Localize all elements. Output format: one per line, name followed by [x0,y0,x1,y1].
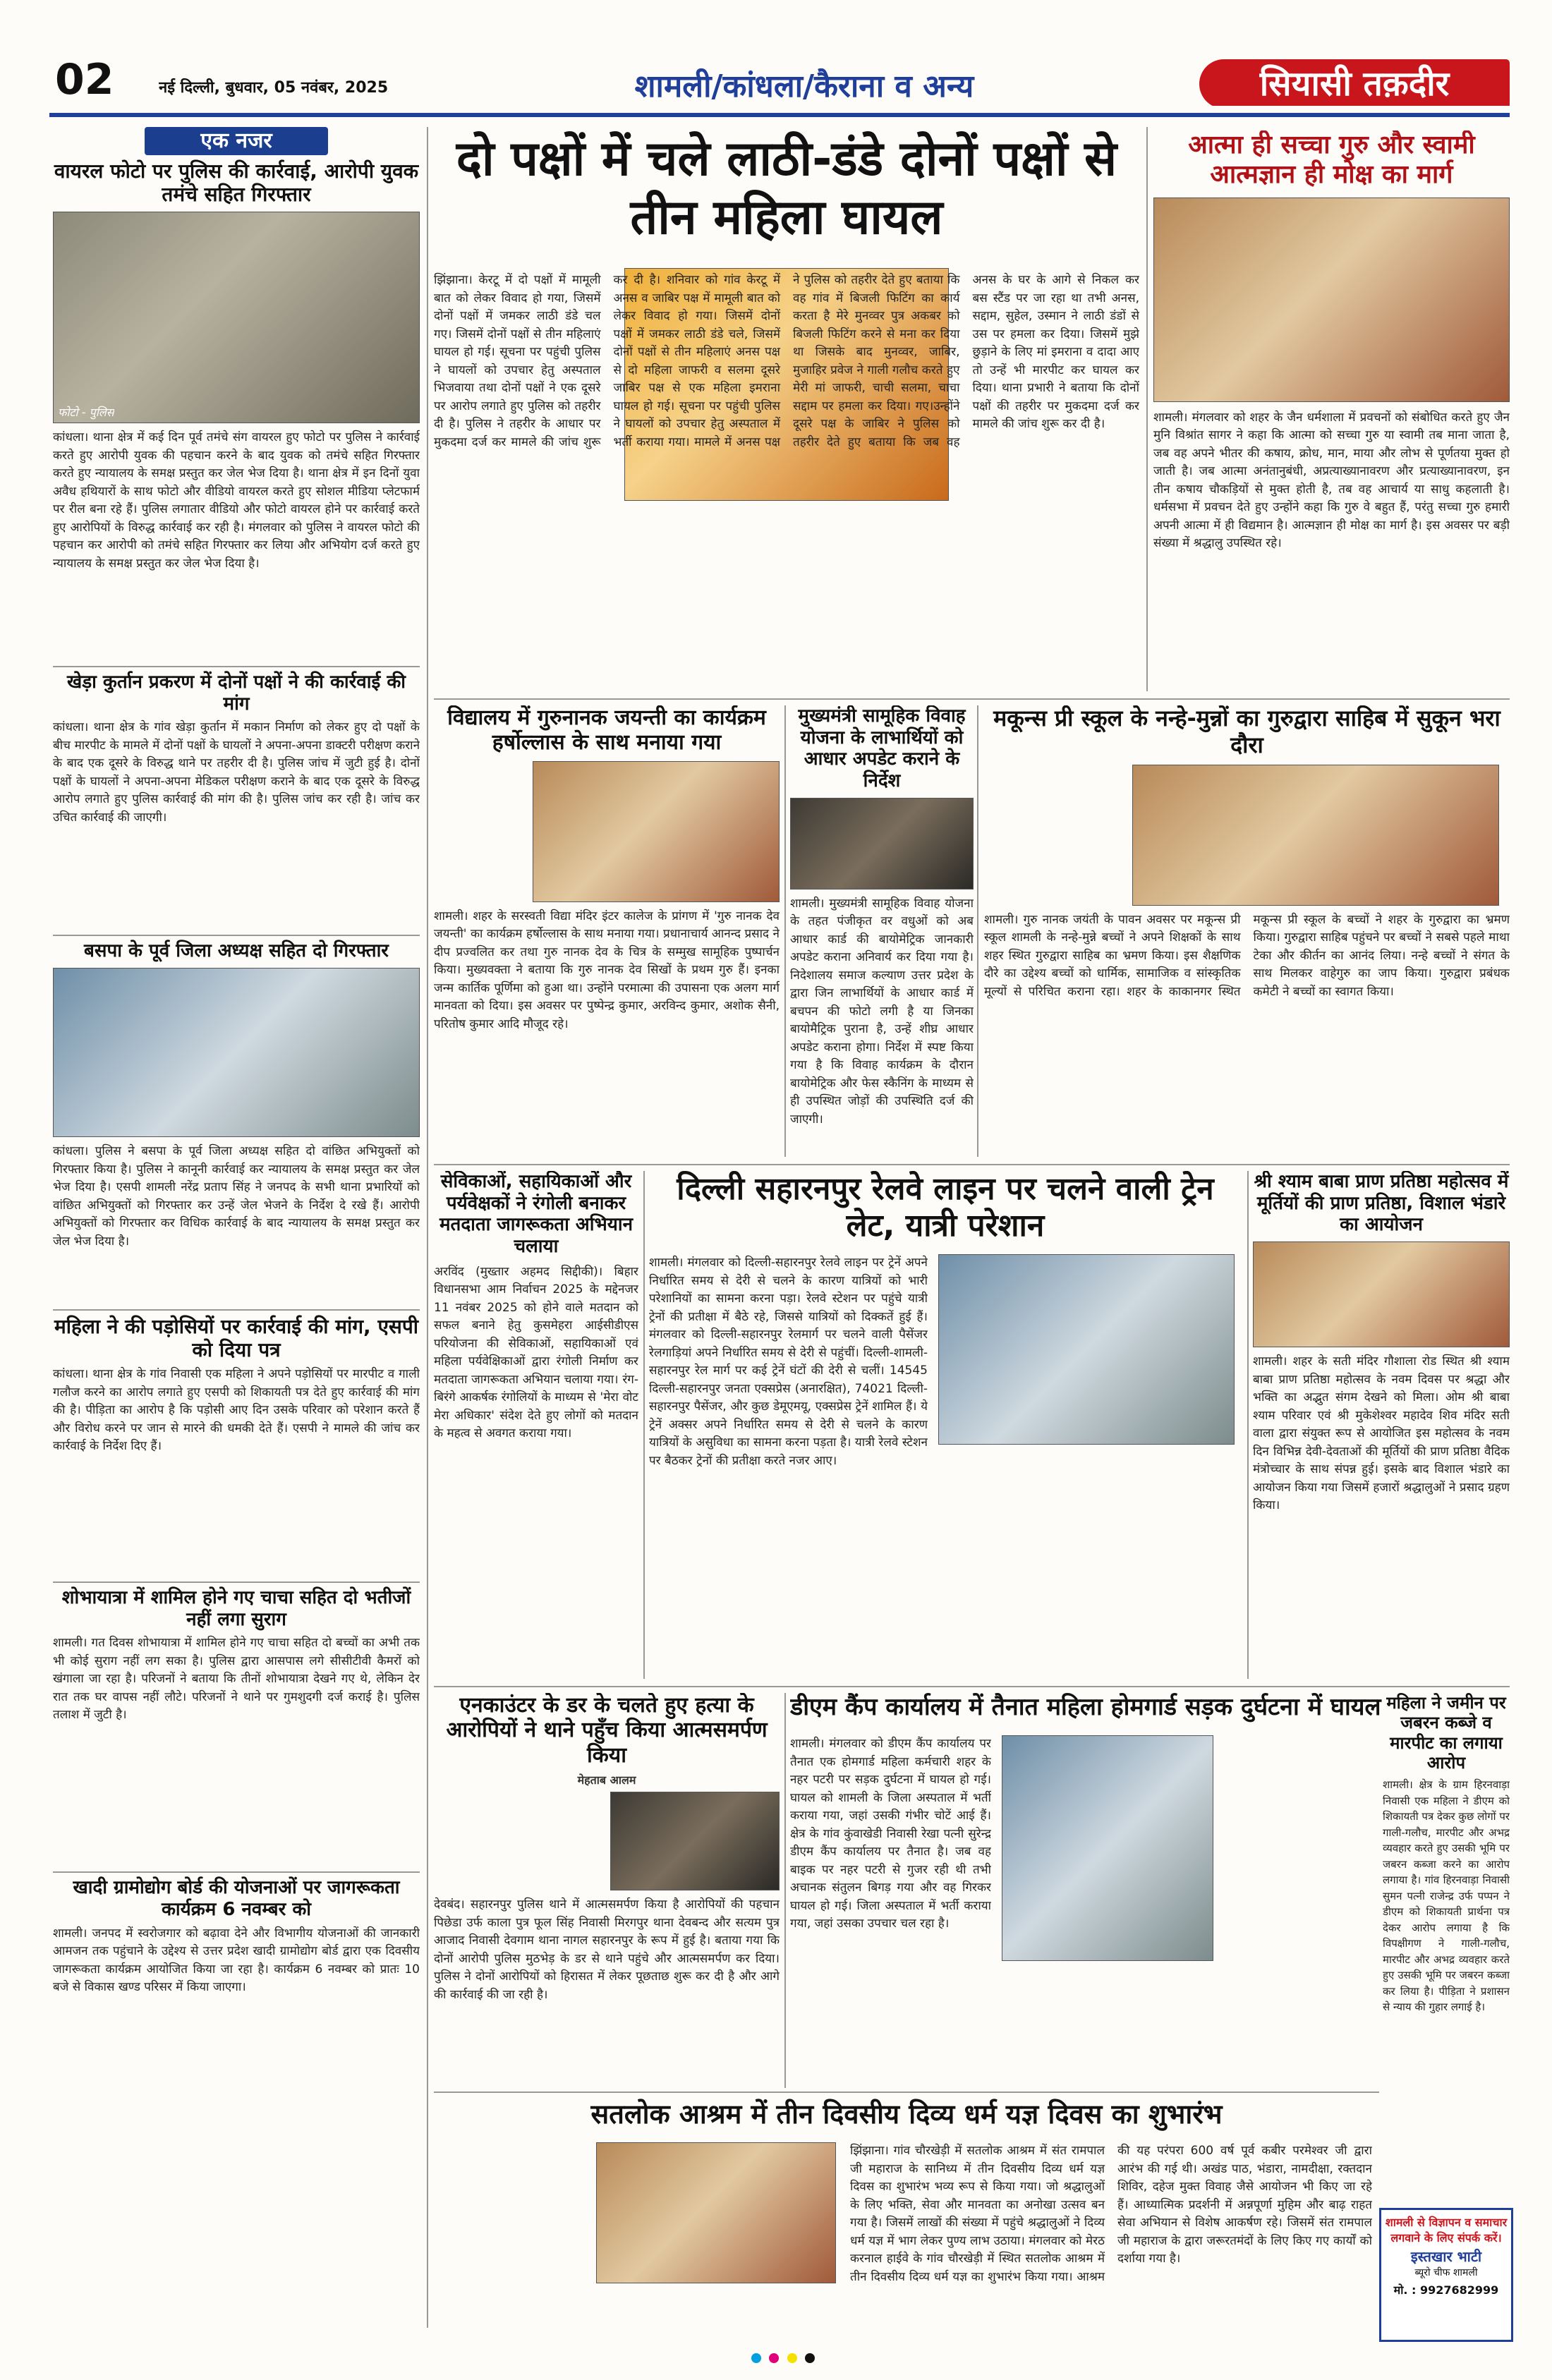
contact-role: ब्यूरो चीफ शामली [1414,2267,1478,2278]
yellow-dot [787,2353,797,2363]
delhi-photo [938,1254,1235,1445]
masthead-rule [49,113,1510,117]
left-column [53,127,420,2328]
shyam-story [1253,1171,1510,1679]
ek-najar-label: एक नजर [145,127,328,155]
column-divider [784,1693,786,2088]
dm-body: शामली। मंगलवार को डीएम कैंप कार्यालय पर तैनात एक होमगार्ड महिला कर्मचारी शहर के नहर पटरी पर सड़क दुर्घटना में घायल हो गई। घायल को शामली के जिला अस्पताल में भर्ती कराया गया, जहां उसकी गंभीर चोटें आई हैं। क्षेत्र के गांव कुंवाखेडी निवासी रेखा पत्नी सुरेन्द्र डीएम कैंप कार्यालय पर तैनात है। जब वह बाइक पर नहर पटरी से गुजर रही थी तभी अचानक संतुलन बिगड़ गया और वह गिरकर घायल हो गई। जिला अस्पताल में भर्ती कराया गया, जहां उसका उपचार चल रहा है। [790,1737,991,1931]
s4-body: कांधला। थाना क्षेत्र के गांव निवासी एक महिला ने अपने पड़ोसियों पर मारपीट व गाली गलौज करने का आरोप लगाते हुए एसपी को शिकायती पत्र देते हुए कार्रवाई की मांग की है। पीड़िता का आरोप है कि पड़ोसी आए दिन उसके परिवार को परेशान करते हैं और विरोध करने पर जान से मारने की धमकी देते हैं। एसपी ने मामले की जांच कर कार्रवाई के निर्देश दिए हैं। [53,1367,420,1454]
s5-body: शामली। गत दिवस शोभायात्रा में शामिल होने गए चाचा सहित दो बच्चों का अभी तक भी कोई सुराग नहीं लग सका है। पुलिस द्वारा आसपास लगे सीसीटीवी कैमरों को खंगाला जा रहा है। परिजनों ने बताया कि तीनों शोभायात्रा देखने गए थे, लेकिन देर रात तक घर वापस नहीं लौटे। परिजनों ने थाने पर गुमशुदगी दर्ज कराई है। पुलिस तलाश में जुटी है। [53,1636,420,1723]
contact-box [1379,2208,1513,2342]
column-divider [784,705,786,1157]
mukhya-story [790,705,974,1157]
column-divider [427,127,428,2328]
s1-photo [53,212,420,423]
mahila-body: शामली। क्षेत्र के ग्राम हिरनवाड़ा निवासी एक महिला ने डीएम को शिकायती पत्र देकर कुछ लोगों पर गाली-गलौच, मारपीट और अभद्र व्यवहार करते हुए उसकी भूमि पर जबरन कब्जा करने का आरोप लगाया है। गांव हिरनवाड़ा निवासी सुमन पत्नी राजेन्द्र उर्फ पप्पन ने डीएम को शिकायती प्रार्थना पत्र देकर आरोप लगाया है कि विपक्षीगण ने गाली-गलौच, मारपीट और अभद्र व्यवहार करते हुए उसकी भूमि पर जबरन कब्जा कर लिया है। पीड़िता ने प्रशासन से न्याय की गुहार लगाई है। [1383,1778,1510,2014]
guru-headline: विद्यालय में गुरुनानक जयन्ती का कार्यक्रम हर्षोल्लास के साथ मनाया गया [447,705,766,755]
sevika-headline: सेविकाओं, सहायिकाओं और पर्यवेक्षकों ने रंगोली बनाकर मतदाता जागरूकता अभियान चलाया [439,1171,633,1258]
contact-phone: मो. : 9927682999 [1393,2283,1499,2297]
divider [53,1871,420,1873]
encounter-story [434,1693,780,2088]
encounter-photo [610,1792,780,1890]
mukhya-headline: मुख्यमंत्री सामूहिक विवाह योजना के लाभार्थियों को आधार अपडेट कराने के निर्देश [798,705,966,792]
mukhya-photo [790,798,974,890]
maknus-body: शामली। गुरु नानक जयंती के पावन अवसर पर मकून्स प्री स्कूल शामली के नन्हे-मुन्ने बच्चों ने अपने शिक्षकों के साथ शहर स्थित गुरुद्वारा साहिब का भ्रमण किया। इस शैक्षणिक दौरे का उद्देश्य बच्चों को धार्मिक, सामाजिक व सांस्कृतिक मूल्यों से परिचित कराना रहा। शहर के काकानगर स्थित मकून्स प्री स्कूल के बच्चों ने शहर के गुरुद्वारा का भ्रमण किया। गुरुद्वारा साहिब पहुंचने पर बच्चों ने सबसे पहले माथा टेका और कीर्तन का आनंद लिया। नन्हे बच्चों ने संगत के साथ मिलकर वाहेगुरु का जाप किया। गुरुद्वारा प्रबंधक कमेटी ने बच्चों का स्वागत किया। [984,912,1510,999]
lead-story [434,130,1139,695]
divider [53,1309,420,1311]
shyam-body: शामली। शहर के सती मंदिर गौशाला रोड स्थित श्री श्याम बाबा प्राण प्रतिष्ठा महोत्सव के नवम दिवस पर श्रद्धा और भक्ति का अद्भुत संगम देखने को मिला। ओम श्री बाबा श्याम परिवार एवं श्री मुकेशेश्वर महादेव शिव मंदिर सती वाला द्वारा संयुक्त रूप से आयोजित इस महोत्सव के नवम दिन विभिन्न देवी-देवताओं की मूर्तियों की प्राण प्रतिष्ठा वैदिक मंत्रोच्चार के साथ संपन्न हुई। इसके बाद विशाल भंडारे का आयोजन किया गया जिसमें हजारों श्रद्धालुओं ने प्रसाद ग्रहण किया। [1253,1354,1510,1513]
guru-photo [533,761,780,902]
maknus-photo [1132,765,1499,906]
delhi-story [649,1171,1242,1679]
s6-body: शामली। जनपद में स्वरोजगार को बढ़ावा देने और विभागीय योजनाओं की जानकारी आमजन तक पहुंचाने के उद्देश्य से उत्तर प्रदेश खादी ग्रामोद्योग बोर्ड द्वारा एक दिवसीय जागरूकता कार्यक्रम आयोजित किया जा रहा है। कार्यक्रम 6 नवम्बर को प्रातः 10 बजे से विकास खण्ड परिसर में किया जाएगा। [53,1926,420,1995]
divider [53,666,420,667]
s1-headline: वायरल फोटो पर पुलिस की कार्रवाई, आरोपी युवक तमंचे सहित गिरफ्तार [54,159,419,207]
shyam-photo [1253,1241,1510,1347]
page-number: 02 [55,55,114,104]
dm-story [790,1693,1383,2088]
s4-headline: महिला ने की पड़ोसियों पर कार्रवाई की मांग, एसपी को दिया पत्र [54,1315,419,1362]
mahila-story [1383,1693,1510,2257]
magenta-dot [769,2353,779,2363]
encounter-byline: मेहताब आलम [577,1773,636,1787]
dm-photo [1002,1735,1213,1961]
lead-headline: दो पक्षों में चले लाठी-डंडे दोनों पक्षों से तीन महिला घायल [456,131,1117,245]
s3-photo [53,968,420,1137]
section-title: शामली/कांधला/कैराना व अन्य [634,68,974,103]
row-divider [434,1686,1510,1687]
atma-headline: आत्मा ही सच्चा गुरु और स्वामी आत्मज्ञान ही मोक्ष का मार्ग [1188,130,1475,190]
atma-photo [1153,198,1510,402]
column-divider [1146,127,1148,691]
atma-body: शामली। मंगलवार को शहर के जैन धर्मशाला में प्रवचनों को संबोधित करते हुए जैन मुनि विश्रांत सागर ने कहा कि आत्मा को सच्चा गुरु या स्वामी तब माना जाता है, जब वह अपने भीतर की कषाय, क्रोध, मान, माया और लोभ से पूर्णतया मुक्त हो जाती है। जब आत्मा अनंतानुबंधी, अप्रत्याख्यानावरण और प्रत्याख्यानावरण, इन तीन कषाय चौकड़ियों से मुक्त होती है, तब वह आचार्य या साधु कहलाती है। धर्मसभा में प्रवचन देते हुए उन्होंने कहा कि गुरु वे बहुत हैं, परंतु सच्चा गुरु हमारी अपनी आत्मा में ही विद्यमान है। आत्मज्ञान ही मोक्ष का मार्ग है। इस अवसर पर बड़ी संख्या में श्रद्धालु उपस्थित रहे। [1153,410,1510,551]
paper-name: सियासी तक़दीर [1199,59,1510,106]
s1-body: कांधला। थाना क्षेत्र में कई दिन पूर्व तमंचे संग वायरल हुए फोटो पर पुलिस ने कार्रवाई करते हुए आरोपी युवक की पहचान करने के बाद युवक को तमंचे सहित गिरफ्तार करते हुए न्यायालय के समक्ष प्रस्तुत कर जेल भेज दिया है। थाना क्षेत्र में इन दिनों युवा अवैध हथियारों के साथ फोटो और वीडियो वायरल करते हुए सोशल मीडिया प्लेटफार्म पर रील बना रहे हैं। पुलिस लगातार वीडियो और फोटो वायरल होने पर कार्रवाई करते हुए आरोपियों के विरुद्ध कार्रवाई कर रही है। मंगलवार को पुलिस ने वायरल फोटो की पहचान कर आरोपी को तमंचे सहित गिरफ्तार कर लिया और अभियोग दर्ज करते हुए न्यायालय के समक्ष प्रस्तुत कर जेल भेज दिया है। [53,430,420,571]
divider [53,1581,420,1583]
satlok-photo [596,2142,836,2283]
s2-body: कांधला। थाना क्षेत्र के गांव खेड़ा कुर्तान में मकान निर्माण को लेकर हुए दो पक्षों के बीच मारपीट के मामले में दोनों पक्षों के घायलों ने अपना-अपना डाक्टरी परीक्षण कराने के बाद एक दूसरे के विरुद्ध थाने पर तहरीर दी है। पुलिस जांच में जुटी हुई है। दोनों पक्षों के घायलों ने अपना-अपना मेडिकल परीक्षण कराने के बाद एक दूसरे के विरुद्ध आरोप लगाते हुए पुलिस कार्रवाई की मांग की है। पुलिस जांच कर रही है। जांच कर उचित कार्रवाई की जाएगी। [53,720,420,825]
maknus-headline: मकून्स प्री स्कूल के नन्हे-मुन्नों का गुरुद्वारा साहिब में सुकून भरा दौरा [993,705,1501,758]
row-divider [434,698,1510,700]
column-divider [977,705,978,1157]
column-divider [643,1171,645,1679]
guru-story [434,705,780,1157]
divider [53,935,420,936]
column-divider [1247,1171,1249,1679]
satlok-body: झिंझाना। गांव चौरखेड़ी में सतलोक आश्रम में संत रामपाल जी महाराज के सानिध्य में तीन दिवसीय दिव्य धर्म यज्ञ दिवस का शुभारंभ भव्य रूप से किया गया। जो श्रद्धालुओं के लिए भक्ति, सेवा और मानवता का अनोखा उत्सव बन गया है। जिसमें लाखों की संख्या में पहुंचे श्रद्धालुओं ने दिव्य धर्म यज्ञ में भाग लेकर पुण्य लाभ उठाया। मंगलवार को मेरठ करनाल हाईवे के गांव चौरखेड़ी में स्थित सतलोक आश्रम में तीन दिवसीय दिव्य धर्म यज्ञ का शुभारंभ किया गया। आश्रम की यह परंपरा 600 वर्ष पूर्व कबीर परमेश्वर जी द्वारा आरंभ की गई थी। अखंड पाठ, भंडारा, नामदीक्षा, रक्तदान शिविर, दहेज मुक्त विवाह जैसे आयोजन भी किए जा रहे हैं। आध्यात्मिक प्रदर्शनी में अन्नपूर्णा मुहिम और बाढ़ राहत सेवा अभियान से विशेष आकर्षण रहे। जिसमें संत रामपाल जी महाराज के द्वारा जरूरतमंदों के लिए किए गए कार्यों को दर्शाया गया है। [850,2144,1372,2284]
s5-headline: शोभायात्रा में शामिल होने गए चाचा सहित दो भतीजों नहीं लगा सुराग [61,1587,411,1630]
encounter-headline: एनकाउंटर के डर के चलते हुए हत्या के आरोपियों ने थाने पहुँच किया आत्मसमर्पण किया [446,1693,768,1768]
satlok-headline: सतलोक आश्रम में तीन दिवसीय दिव्य धर्म यज्ञ दिवस का शुभारंभ [590,2099,1223,2130]
sevika-story [434,1171,638,1679]
satlok-story [434,2099,1379,2338]
guru-body: शामली। शहर के सरस्वती विद्या मंदिर इंटर कालेज के प्रांगण में 'गुरु नानक देव जयन्ती' का कार्यक्रम हर्षोल्लास के साथ मनाया गया। प्रधानाचार्य आनन्द प्रसाद ने दीप प्रज्वलित कर तथा गुरु नानक देव के चित्र के सम्मुख सामूहिक पुष्पार्चन किया। मुख्यवक्ता ने बताया कि गुरु नानक देव सिखों के प्रथम गुरु हैं। इनका जन्म कार्तिक पूर्णिमा को हुआ था। उन्होंने परमात्मा की उपासना एक अलग मार्ग मानवता को दिया। इस अवसर पर पुष्पेन्द्र कुमार, अरविन्द कुमार, अशोक सैनी, परितोष कुमार आदि मौजूद रहे। [434,909,780,1031]
sevika-body: अरविंद (मुख्तार अहमद सिद्दीकी)। बिहार विधानसभा आम निर्वाचन 2025 के मद्देनजर 11 नवंबर 2025 को होने वाले मतदान को सफल बनाने हेतु कुसमेहरा आईसीडीएस परियोजना की सेविकाओं, सहायिकाओं एवं महिला पर्यवेक्षिकाओं द्वारा रंगोली निर्माण कर मतदाता जागरूकता अभियान चलाया गया। रंग-बिरंगे आकर्षक रंगोलियों के माध्यम से 'मेरा वोट मेरा अधिकार' संदेश देते हुए लोगों को मतदान के महत्व से अवगत कराया गया। [434,1264,638,1441]
black-dot [805,2353,815,2363]
s3-headline: बसपा के पूर्व जिला अध्यक्ष सहित दो गिरफ्तार [84,940,389,962]
mahila-headline: महिला ने जमीन पर जबरन कब्जे व मारपीट का लगाया आरोप [1386,1693,1506,1773]
row-divider [434,1164,1510,1165]
atma-story [1153,130,1510,695]
s2-headline: खेड़ा कुर्तान प्रकरण में दोनों पक्षों ने की कार्रवाई की मांग [66,672,406,715]
registration-marks [56,2352,1510,2374]
s3-body: कांधला। पुलिस ने बसपा के पूर्व जिला अध्यक्ष सहित दो वांछित अभियुक्तों को गिरफ्तार किया है। पुलिस ने कानूनी कार्रवाई कर न्यायालय के समक्ष प्रस्तुत कर जेल भेज दिया है। एसपी शामली नरेंद्र प्रताप सिंह ने जनपद के सभी थाना प्रभारियों को वांछित अभियुक्तों को गिरफ्तार कर उन्हें जेल भेजने के निर्देश दे रखे हैं। आरोपी अभियुक्तों को गिरफ्तार कर विधिक कार्रवाई के बाद न्यायालय के समक्ष प्रस्तुत कर जेल भेज दिया है। [53,1144,420,1249]
maknus-story [984,705,1510,1157]
contact-name: इस्तखार भाटी [1410,2248,1482,2265]
cyan-dot [751,2353,761,2363]
shyam-headline: श्री श्याम बाबा प्राण प्रतिष्ठा महोत्सव में मूर्तियों की प्राण प्रतिष्ठा, विशाल भंडारे का आयोजन [1254,1171,1509,1236]
encounter-body: देवबंद। सहारनपुर पुलिस थाने में आत्मसमर्पण किया है आरोपियों की पहचान पिछेडा उर्फ काला पुत्र फूल सिंह निवासी मिरगपुर थाना देवबन्द और सत्यम पुत्र आजाद निवासी देवगाम थाना नागल सहारनपुर के रूप में हुई है। बताया गया कि दोनों आरोपी पुलिस मुठभेड़ के डर से थाने पहुंचे और आत्मसमर्पण कर दिया। पुलिस ने दोनों आरोपियों को हिरासत में लेकर पूछताछ शुरू कर दी है और आगे की कार्रवाई की जा रही है। [434,1898,780,2002]
row-divider [434,2091,1379,2093]
delhi-body: शामली। मंगलवार को दिल्ली-सहारनपुर रेलवे लाइन पर ट्रेनें अपने निर्धारित समय से देरी से चलने के कारण यात्रियों को भारी परेशानियों का सामना करना पड़ा। रेलवे स्टेशन पर पहुंचे यात्री ट्रेनों की प्रतीक्षा में बैठे रहे, जिससे यात्रियों को दिक्कतें हुई हैं। मंगलवार को दिल्ली-सहारनपुर रेलमार्ग पर चलने वाली पैसेंजर रेलगाड़ियां अपने निर्धारित समय से देरी से पहुंचीं। दिल्ली-शामली-सहारनपुर रेल मार्ग पर कई ट्रेनें घंटों की देरी से चलीं। 14545 दिल्ली-सहारनपुर जनता एक्सप्रेस (अनारक्षित), 74021 दिल्ली-सहारनपुर पैसेंजर, और कुछ डेमूएमयू, एक्सप्रेस ट्रेनें शामिल हैं। ये ट्रेनें अक्सर अपने निर्धारित समय से देरी से चलने के कारण यात्रियों के असुविधा का सामना करना पड़ता है। यात्री रेलवे स्टेशन पर बैठकर ट्रेनों की प्रतीक्षा करते नजर आए। [649,1256,928,1468]
s6-headline: खादी ग्रामोद्योग बोर्ड की योजनाओं पर जागरूकता कार्यक्रम 6 नवम्बर को [73,1877,400,1921]
contact-line: शामली से विज्ञापन व समाचार लगवाने के लिए संपर्क करें। [1385,2216,1508,2245]
masthead [0,0,1552,106]
dm-headline: डीएम कैंप कार्यालय में तैनात महिला होमगार्ड सड़क दुर्घटना में घायल [790,1693,1381,1721]
lead-body: झिंझाना। केरटू में दो पक्षों में मामूली बात को लेकर विवाद हो गया, जिसमें दोनों पक्षों में जमकर लाठी डंडे चल गए। जिसमें दोनों पक्षों से तीन महिलाएं घायल हो गई। सूचना पर पहुंची पुलिस ने घायलों को उपचार हेतु अस्पताल भिजवाया तथा दोनों पक्षों ने एक दूसरे पर आरोप लगाते हुए पुलिस को तहरीर दी है। पुलिस ने तहरीर के आधार पर मुकदमा दर्ज कर मामले की जांच शुरू कर दी है। शनिवार को गांव केरटू में अनस व जाबिर पक्ष में मामूली बात को लेकर विवाद हो गया। जिसमें दोनों पक्षों में जमकर लाठी डंडे चले, जिसमें दोनों पक्षों से तीन महिलाएं अनस पक्ष से दो महिला जाफरी व सलमा दूसरे जाबिर पक्ष से एक महिला इमराना घायल हो गई। सूचना पर पहुंची पुलिस ने घायलों को उपचार हेतु अस्पताल में भर्ती कराया गया। मामले में अनस पक्ष ने पुलिस को तहरीर देते हुए बताया कि वह गांव में बिजली फिटिंग का कार्य करता है मेरे मुनव्वर पुत्र अकबर को बिजली फिटिंग करने से मना कर दिया था जिसके बाद मुनव्वर, जाबिर, मुजाहिर प्रवेज ने गाली गलौच करते हुए मेरी मां जाफरी, चाची सलमा, चाचा सद्दाम पर हमला कर दिया। गए।उन्होंने दूसरे पक्ष के जाबिर ने पुलिस को तहरीर देते हुए बताया कि जब वह अनस के घर के आगे से निकल कर बस स्टैंड पर जा रहा था तभी अनस, सद्दाम, सुहेल, उस्मान ने लाठी डंडों से उस पर हमला कर दिया। जिसमें मुझे छुड़ाने के लिए मां इमराना व दादा आए तो उन्हें भी मारपीट कर घायल कर दिया। थाना प्रभारी ने बताया कि दोनों पक्षों की तहरीर पर मुकदमा दर्ज कर मामले की जांच शुरू कर दी है। [434,273,1139,449]
s1-photo-caption: फोटो - पुलिस [58,406,114,420]
date-line: नई दिल्ली, बुधवार, 05 नवंबर, 2025 [159,79,389,97]
mukhya-body: शामली। मुख्यमंत्री सामूहिक विवाह योजना के तहत पंजीकृत वर वधुओं को अब आधार कार्ड की बायोमेट्रिक जानकारी अपडेट कराना अनिवार्य कर दिया गया है। निदेशालय समाज कल्याण उत्तर प्रदेश के द्वारा जिन लाभार्थियों के आधार कार्ड में बचपन की फोटो लगी है या जिनका बायोमैट्रिक पुराना है, उन्हें शीघ्र आधार अपडेट कराना होगा। निर्देश में स्पष्ट किया गया है कि विवाह कार्यक्रम के दौरान बायोमेट्रिक और फेस स्कैनिंग के माध्यम से ही उपस्थित जोड़ों की उपस्थिति दर्ज की जाएगी। [790,896,974,1127]
delhi-headline: दिल्ली सहारनपुर रेलवे लाइन पर चलने वाली ट्रेन लेट, यात्री परेशान [677,1171,1214,1244]
